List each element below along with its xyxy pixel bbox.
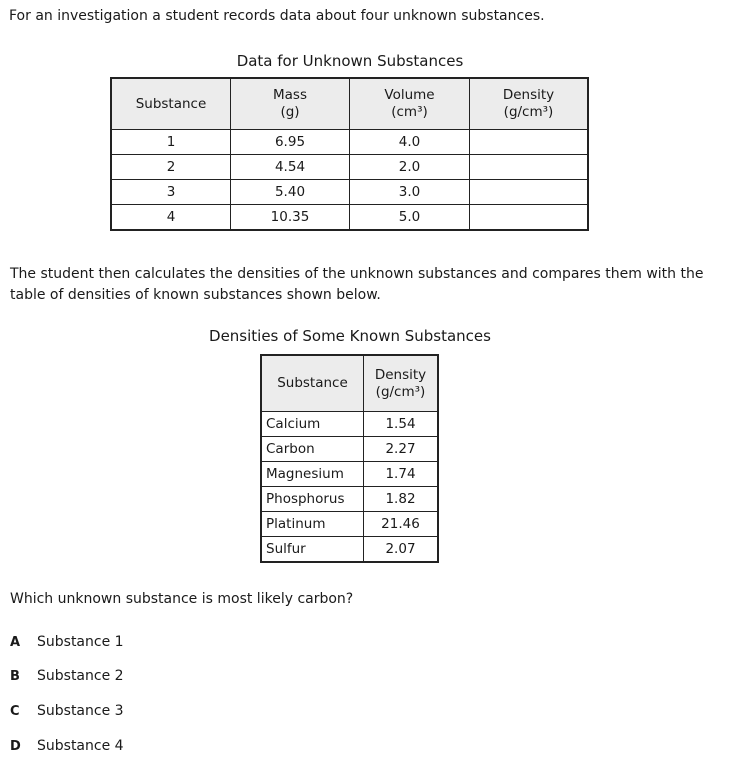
table-row [261, 512, 438, 537]
header-volume-label: Volume [384, 87, 435, 103]
cell-volume: 5.0 [350, 205, 470, 231]
header-density-label: Density [502, 87, 555, 103]
header-density [470, 78, 589, 130]
table-row [261, 487, 438, 512]
question-text: Which unknown substance is most likely carbon? [10, 591, 354, 607]
header-density-unit: (g/cm³) [375, 383, 426, 400]
cell-mass: 6.95 [231, 130, 350, 155]
cell-density: 1.82 [364, 487, 439, 512]
cell-substance: 4 [111, 205, 231, 231]
header-density [364, 355, 439, 412]
header-volume-unit: (cm³) [391, 104, 428, 120]
header-density-unit: (g/cm³) [503, 104, 554, 120]
cell-density [470, 130, 589, 155]
cell-substance: Magnesium [261, 462, 364, 487]
answer-choice-d[interactable] [10, 738, 124, 754]
cell-density: 21.46 [364, 512, 439, 537]
table1-title: Data for Unknown Substances [236, 52, 464, 70]
cell-substance: Calcium [261, 412, 364, 437]
cell-substance: Platinum [261, 512, 364, 537]
table-row [111, 155, 588, 180]
cell-mass: 4.54 [231, 155, 350, 180]
header-substance: Substance [261, 355, 364, 412]
cell-density: 1.54 [364, 412, 439, 437]
header-mass [231, 78, 350, 130]
header-substance: Substance [111, 78, 231, 130]
choice-text: Substance 2 [37, 668, 124, 684]
cell-density: 1.74 [364, 462, 439, 487]
table-row [261, 537, 438, 563]
header-mass-label: Mass [273, 87, 307, 103]
header-density-label: Density [374, 366, 427, 383]
known-densities-table [260, 354, 439, 563]
header-volume [350, 78, 470, 130]
table-header-row [111, 78, 588, 130]
table-row [111, 205, 588, 231]
choice-text: Substance 1 [37, 634, 124, 650]
header-mass-unit: (g) [280, 104, 300, 120]
table-header-row [261, 355, 438, 412]
cell-density: 2.07 [364, 537, 439, 563]
table-row [261, 462, 438, 487]
cell-density [470, 155, 589, 180]
cell-substance: Carbon [261, 437, 364, 462]
cell-substance: 2 [111, 155, 231, 180]
cell-mass: 5.40 [231, 180, 350, 205]
choice-letter: D [10, 739, 21, 754]
cell-volume: 3.0 [350, 180, 470, 205]
cell-density: 2.27 [364, 437, 439, 462]
answer-choice-b[interactable] [10, 668, 124, 684]
table-row [261, 412, 438, 437]
intro-text: For an investigation a student records data about four unknown substances. [9, 8, 545, 24]
cell-mass: 10.35 [231, 205, 350, 231]
cell-density [470, 205, 589, 231]
cell-substance: 3 [111, 180, 231, 205]
cell-substance: Phosphorus [261, 487, 364, 512]
answer-choice-c[interactable] [10, 703, 124, 719]
table-row [111, 180, 588, 205]
unknown-substances-table [110, 77, 589, 231]
table-row [261, 437, 438, 462]
cell-substance: Sulfur [261, 537, 364, 563]
explanation-paragraph: The student then calculates the densities of the unknown substances and compares them with the table of densities of known substances shown below. [10, 266, 704, 303]
cell-volume: 4.0 [350, 130, 470, 155]
cell-density [470, 180, 589, 205]
choice-text: Substance 3 [37, 703, 124, 719]
choice-letter: B [10, 669, 20, 684]
choice-letter: A [10, 635, 21, 650]
cell-volume: 2.0 [350, 155, 470, 180]
choice-text: Substance 4 [37, 738, 124, 754]
table2-title: Densities of Some Known Substances [209, 327, 491, 345]
cell-substance: 1 [111, 130, 231, 155]
answer-choice-a[interactable] [10, 634, 124, 650]
choice-letter: C [10, 704, 20, 719]
table-row [111, 130, 588, 155]
